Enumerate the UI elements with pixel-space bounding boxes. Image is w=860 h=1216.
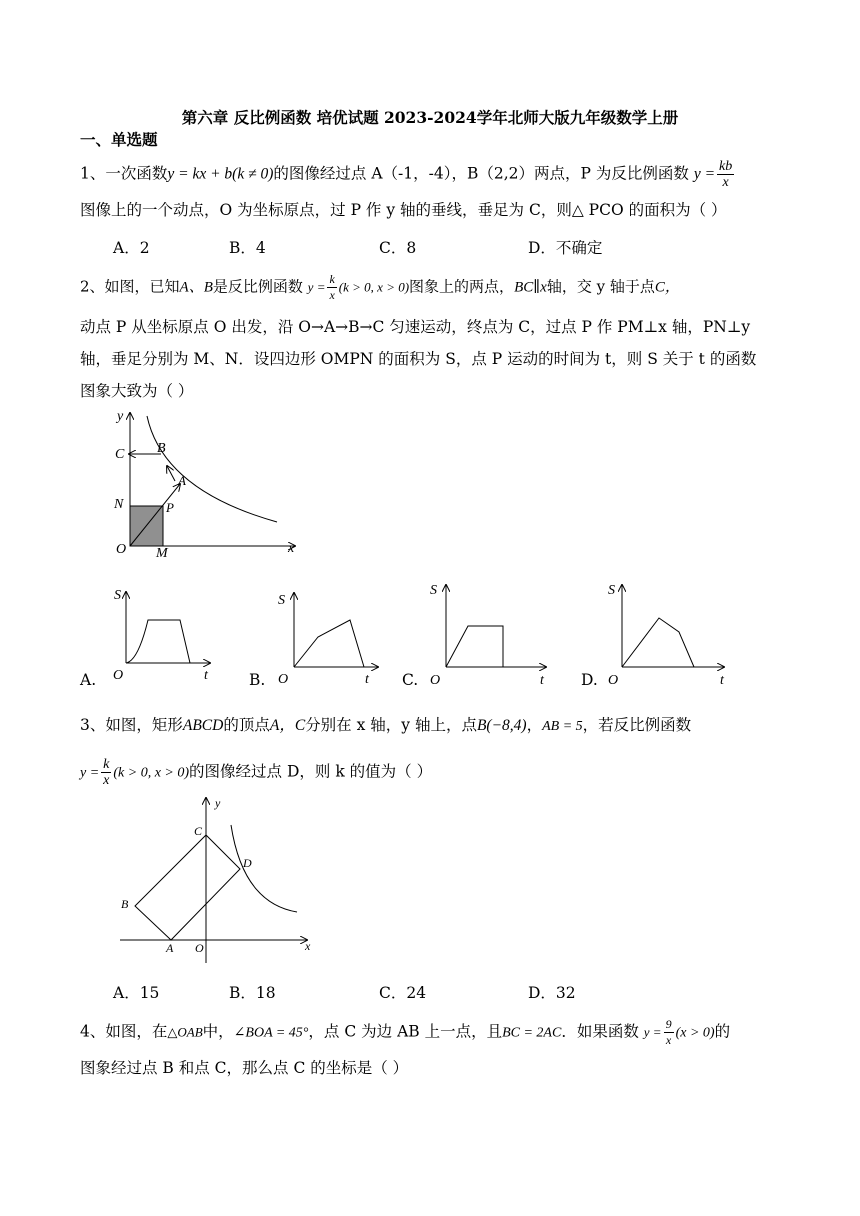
q2-option-a: A. (80, 671, 97, 689)
q2-label-n: N (114, 497, 124, 512)
q2b-label-o: O (278, 672, 289, 687)
q1-text-mid: 的图像经过点 A（-1，-4），B（2,2）两点，P 为反比例函数 (273, 164, 689, 183)
q4-text-e: 的 (714, 1022, 731, 1041)
q2-fraction-lhs: y = (307, 279, 326, 295)
q2d-label-t: t (720, 673, 724, 688)
q2d-curve (622, 618, 694, 667)
q2-label-a: A (178, 473, 186, 488)
q4-condition: (x > 0) (675, 1025, 715, 1041)
q4-line1 (80, 1017, 730, 1048)
q3-text-e: ，若反比例函数 (582, 716, 692, 734)
q2-graph-c (428, 580, 553, 688)
q2-parallel: BC∥x (514, 279, 547, 296)
q2d-label-o: O (608, 673, 619, 688)
q2-graph-a (110, 587, 220, 687)
q2-figure (105, 408, 305, 561)
q2-label-c: C (115, 447, 125, 462)
q2-label-o: O (116, 542, 127, 557)
q2c-label-t: t (540, 673, 544, 688)
q2a-label-s: S (114, 588, 121, 603)
q1-line2: 图像上的一个动点，O 为坐标原点，过 P 作 y 轴的垂线，垂足为 C，则△ PCO 的面积为（ ） (80, 201, 727, 219)
q4-text-b: 中， (202, 1022, 234, 1041)
q2b-curve (294, 620, 364, 667)
q2-label-p: P (166, 500, 174, 515)
q3-label-y: y (215, 796, 221, 810)
q2a-label-o: O (113, 668, 124, 683)
q2c-label-o: O (430, 673, 441, 688)
q3-option-a: A．15 (113, 984, 160, 1002)
q4-fraction (664, 1017, 674, 1048)
q2-path-ab (167, 466, 175, 481)
q2a-curve (126, 620, 190, 663)
q1-fraction-num: kb (719, 159, 733, 174)
q2-text-e: 轴，交 y 轴于点 (546, 277, 655, 296)
q2-line3: 轴，垂足分别为 M、N．设四边形 OMPN 的面积为 S，点 P 运动的时间为 t，则 S 关于 t 的函数 (80, 350, 757, 368)
q3-fraction-num: k (103, 757, 110, 772)
q4-text-c: ，点 C 为边 AB 上一点，且 (308, 1022, 503, 1041)
q3-fraction (101, 757, 111, 788)
q2c-curve (446, 626, 503, 667)
q3-point-b: B(−8,4) (476, 717, 527, 734)
q3-line2 (80, 757, 432, 788)
q3-label-a: A (166, 941, 174, 955)
q3-line1: 3、如图，矩形ABCD的顶点A，C分别在 x 轴，y 轴上，点B(−8,4)，AB = 5，若反比例函数 (80, 716, 692, 734)
q3-label-d: D (243, 856, 252, 870)
q4-ratio: BC = 2AC (502, 1025, 562, 1041)
q1-fraction-lhs: y = (693, 165, 716, 183)
q3-rectangle (135, 835, 240, 940)
q3-figure (115, 795, 325, 965)
q4-triangle: △OAB (167, 1024, 203, 1040)
page-title: 第六章 反比例函数 培优试题 2023-2024学年北师大版九年级数学上册 (181, 108, 679, 127)
q3-option-b: B．18 (229, 984, 276, 1002)
q2-text-c: 图象上的两点， (409, 277, 515, 296)
q3-points-ac: A，C (269, 717, 306, 734)
q4-fraction-num: 9 (665, 1017, 672, 1031)
q3-rect-name: ABCD (182, 717, 224, 734)
q2c-label-s: S (430, 583, 437, 598)
q1-option-c: C．8 (379, 239, 417, 257)
q1-option-d: D．不确定 (528, 239, 603, 257)
q4-text: 4、如图，在 (80, 1022, 168, 1041)
q3-fraction-den: x (103, 773, 110, 788)
q3-text-b: 的顶点 (223, 716, 270, 734)
q1-fraction (717, 159, 734, 190)
q3-label-x: x (305, 939, 311, 953)
q2b-label-t: t (365, 672, 369, 687)
q2-line2: 动点 P 从坐标原点 O 出发，沿 O→A→B→C 匀速运动，终点为 C，过点 P 作 PM⊥x 轴，PN⊥y (80, 318, 751, 336)
q4-angle: ∠BOA = 45° (233, 1025, 309, 1041)
q2-label-y: y (117, 409, 124, 424)
q2-graph-d (606, 580, 731, 688)
q2-option-c: C. (402, 671, 419, 689)
q1-text: 1、一次函数 (80, 164, 168, 183)
q3-curve (231, 825, 297, 912)
q3-option-d: D．32 (528, 984, 576, 1002)
q3-text-d: 分别在 x 轴，y 轴上，点 (305, 716, 477, 734)
q2-graph-b (278, 588, 388, 688)
q3-label-c: C (194, 824, 203, 838)
q2-text: 2、如图，已知 (80, 277, 180, 296)
q2-label-m: M (156, 546, 168, 561)
q2-label-x: x (288, 541, 295, 556)
q4-text-d: ．如果函数 (561, 1022, 639, 1041)
q4-line2: 图象经过点 B 和点 C，那么点 C 的坐标是（ ） (80, 1059, 409, 1077)
q4-fraction-den: x (665, 1033, 672, 1047)
q3-condition: (k > 0, x > 0) (113, 765, 190, 781)
q2-option-b: B. (249, 671, 266, 689)
q3-fraction-lhs: y = (80, 765, 100, 781)
q1-line1 (80, 159, 736, 190)
section-heading: 一、单选题 (80, 130, 158, 149)
q2-point-c: C， (654, 279, 680, 296)
q2-line1 (80, 272, 680, 303)
q2-points-ab: A、B (179, 279, 213, 296)
q1-option-a: A．2 (113, 239, 150, 257)
q1-fraction-den: x (722, 175, 729, 190)
q3-label-b: B (121, 897, 129, 911)
q1-option-b: B．4 (229, 239, 266, 257)
q3-option-c: C．24 (379, 984, 427, 1002)
q2-condition: (k > 0, x > 0) (338, 279, 410, 295)
q2-line4: 图象大致为（ ） (80, 382, 194, 400)
q3-text: 3、如图，矩形 (80, 716, 183, 734)
q3-text-2: 的图像经过点 D，则 k 的值为（ ） (189, 762, 433, 781)
q1-equation: y = kx + b(k ≠ 0) (167, 165, 274, 183)
q2a-label-t: t (204, 668, 208, 683)
q2-option-d: D. (581, 671, 598, 689)
q4-fraction-lhs: y = (643, 1024, 662, 1040)
q3-label-o: O (195, 941, 204, 955)
q2d-label-s: S (608, 583, 615, 598)
q3-ab-length: AB = 5 (542, 719, 583, 734)
q2-fraction (327, 272, 336, 303)
q2-label-b: B (157, 441, 166, 456)
q2-text-b: 是反比例函数 (212, 277, 303, 296)
q2b-label-s: S (278, 593, 285, 608)
q2-fraction-num: k (329, 272, 335, 286)
q2-fraction-den: x (329, 288, 335, 302)
